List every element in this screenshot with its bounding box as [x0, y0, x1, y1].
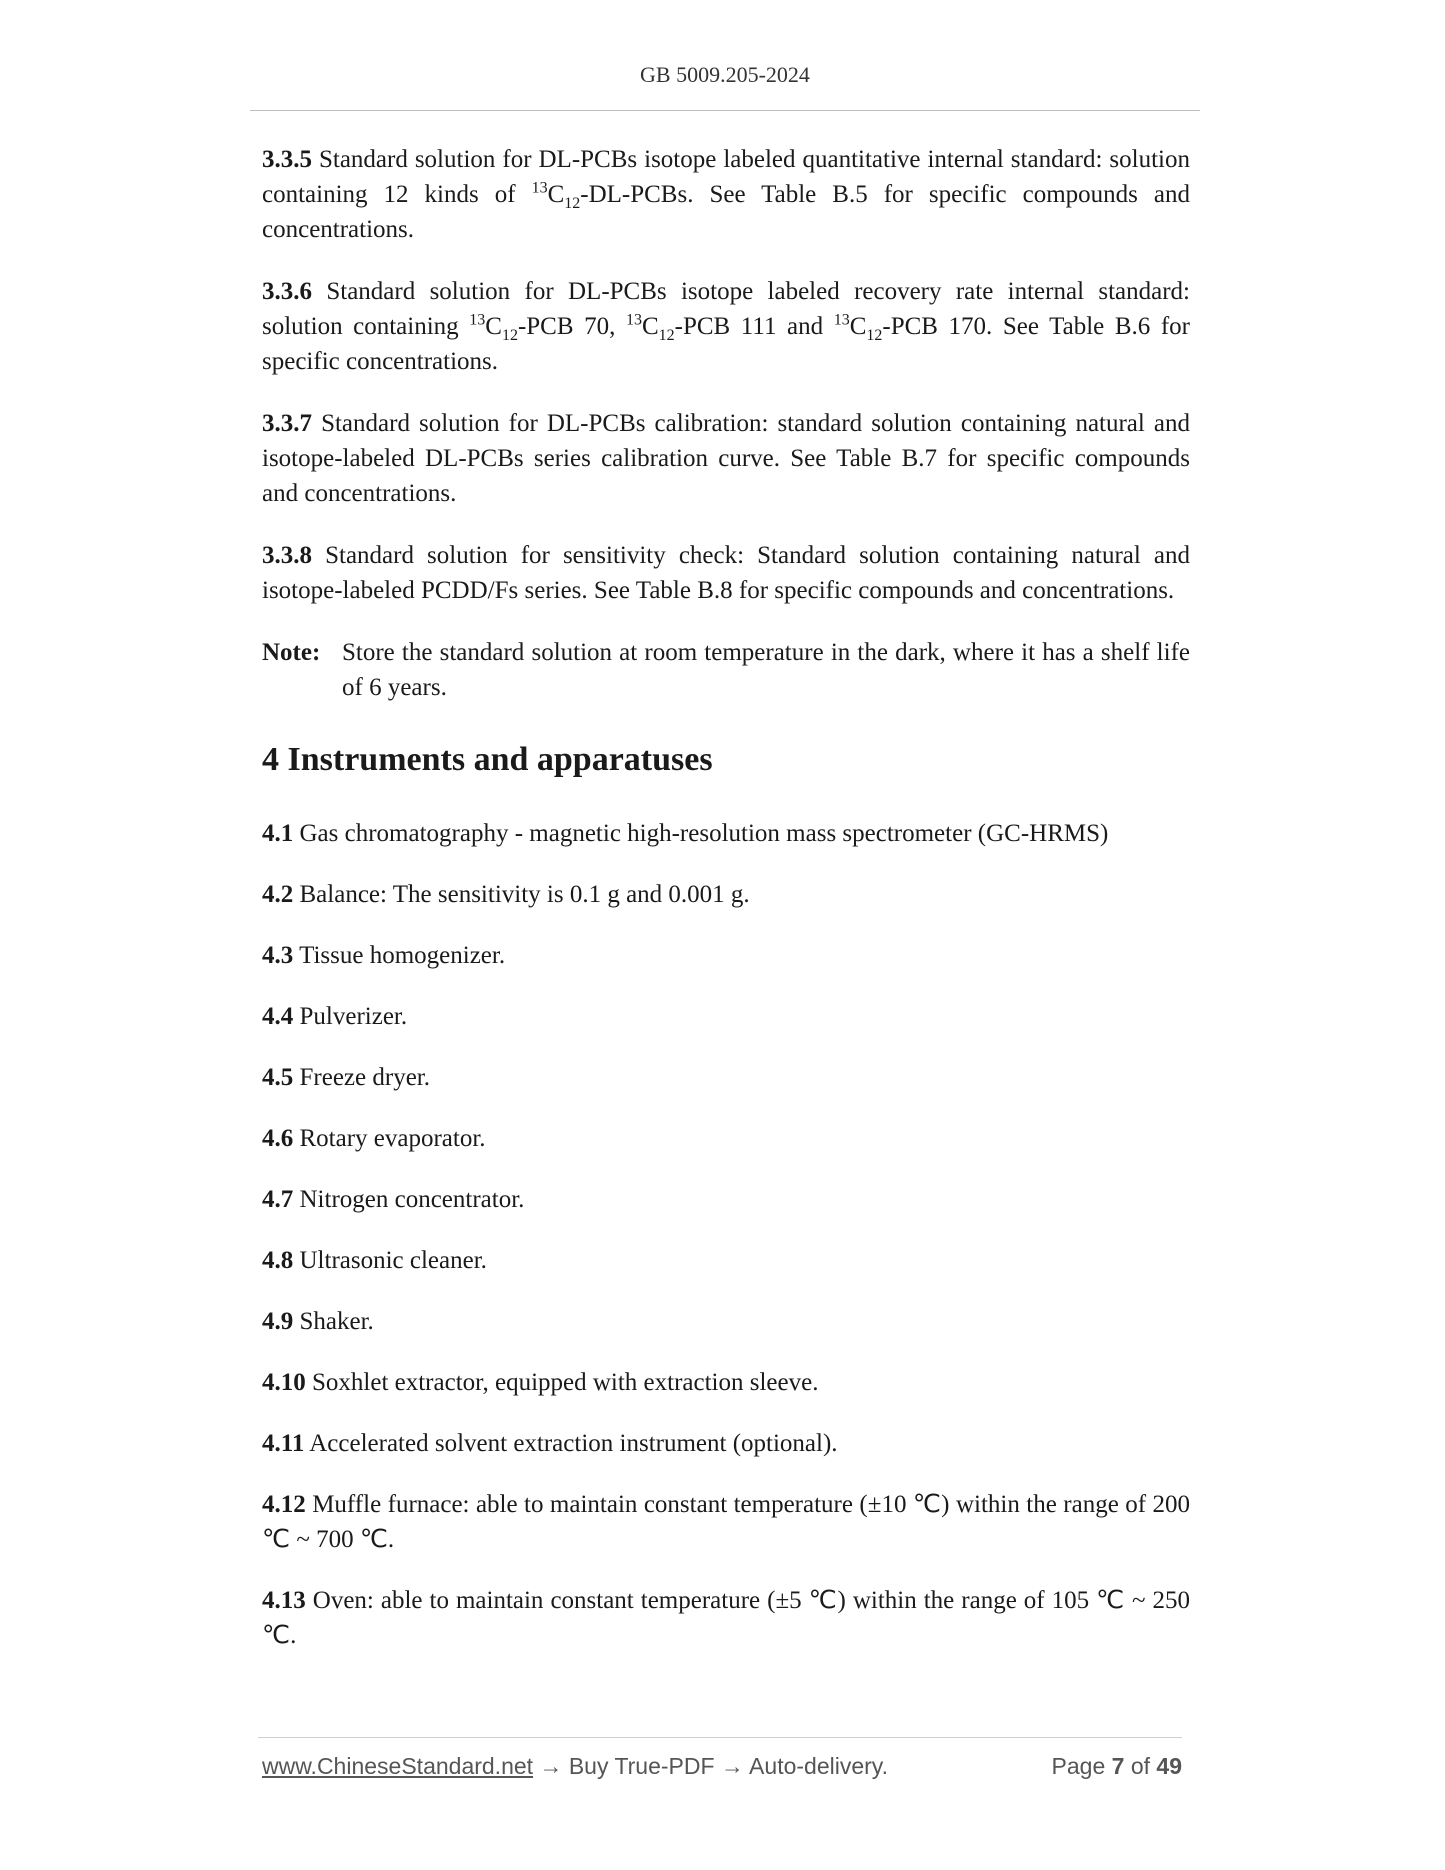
clause-text: -PCB 111 and	[674, 313, 834, 340]
list-item-4-5	[262, 1060, 1190, 1095]
clause-text: -PCB 70,	[517, 313, 626, 340]
page-label: Page	[1051, 1753, 1106, 1779]
page-total: 49	[1156, 1753, 1182, 1779]
item-text: Rotary evaporator.	[299, 1125, 486, 1152]
list-item-4-10	[262, 1365, 1190, 1400]
isotope-mass-superscript: 13	[469, 311, 486, 329]
clause-number: 3.3.7	[262, 410, 312, 437]
isotope-mass-superscript: 13	[531, 179, 548, 197]
list-item-4-1	[262, 816, 1190, 851]
item-number: 4.10	[262, 1369, 306, 1396]
list-item-4-11	[262, 1426, 1190, 1461]
item-number: 4.8	[262, 1247, 294, 1274]
page-current: 7	[1111, 1753, 1125, 1779]
clause-3-3-6	[262, 274, 1190, 379]
list-item-4-9	[262, 1304, 1190, 1339]
item-number: 4.4	[262, 1003, 294, 1030]
document-header: GB 5009.205-2024	[640, 62, 810, 87]
item-number: 4.3	[262, 942, 294, 969]
item-number: 4.11	[262, 1430, 305, 1457]
item-number: 4.2	[262, 881, 294, 908]
isotope-mass-superscript: 13	[833, 311, 850, 329]
item-number: 4.9	[262, 1308, 294, 1335]
header-divider	[250, 110, 1200, 111]
item-text: Oven: able to maintain constant temperature (±5 ℃) within the range of 105 ℃ ~ 250 ℃.	[262, 1587, 1191, 1649]
clause-number: 3.3.6	[262, 278, 312, 305]
item-text: Accelerated solvent extraction instrument (optional).	[309, 1430, 838, 1457]
item-number: 4.1	[262, 820, 294, 847]
item-text: Balance: The sensitivity is 0.1 g and 0.001 g.	[299, 881, 750, 908]
footer-promo	[262, 1753, 888, 1780]
clause-text: -PCB 170. See Table B.6 for specific concentrations.	[262, 313, 1190, 375]
atom-count-subscript: 12	[658, 327, 675, 344]
item-number: 4.5	[262, 1064, 294, 1091]
clause-text: Standard solution for DL-PCBs calibration: standard solution containing natural and isotope-labeled DL-PCBs series calibration curve. See Table B.7 for specific compounds and concentrations.	[262, 410, 1191, 507]
item-number: 4.13	[262, 1587, 306, 1614]
element-symbol: C	[547, 181, 565, 208]
clause-number: 3.3.5	[262, 146, 312, 173]
list-item-4-8	[262, 1243, 1190, 1278]
item-text: Soxhlet extractor, equipped with extraction sleeve.	[312, 1369, 819, 1396]
item-text: Pulverizer.	[299, 1003, 408, 1030]
item-text: Gas chromatography - magnetic high-resolution mass spectrometer (GC-HRMS)	[299, 820, 1109, 847]
list-item-4-3	[262, 938, 1190, 973]
clause-text: -DL-PCBs. See Table B.5 for specific compounds and concentrations.	[262, 181, 1190, 243]
page-indicator	[1052, 1753, 1182, 1780]
note-text: Store the standard solution at room temperature in the dark, where it has a shelf life of 6 years.	[342, 639, 1190, 701]
isotope-mass-superscript: 13	[625, 311, 642, 329]
clause-text: Standard solution for DL-PCBs isotope labeled quantitative internal standard: solution containing 12 kinds of	[262, 146, 1190, 208]
clause-text: Standard solution for sensitivity check: Standard solution containing natural and isotope-labeled PCDD/Fs series. See Table B.8 for specific compounds and concentrations.	[262, 542, 1190, 604]
website-link[interactable]: www.ChineseStandard.net	[262, 1753, 534, 1779]
list-item-4-4	[262, 999, 1190, 1034]
page-content	[262, 142, 1190, 1679]
clause-3-3-8	[262, 538, 1190, 608]
item-text: Tissue homogenizer.	[299, 942, 506, 969]
item-text: Nitrogen concentrator.	[299, 1186, 525, 1213]
atom-count-subscript: 12	[564, 195, 581, 212]
clause-number: 3.3.8	[262, 542, 312, 569]
item-text: Muffle furnace: able to maintain constant temperature (±10 ℃) within the range of 200 ℃ ~ 700 ℃.	[262, 1491, 1191, 1553]
item-number: 4.6	[262, 1125, 294, 1152]
list-item-4-6	[262, 1121, 1190, 1156]
list-item-4-12	[262, 1487, 1190, 1557]
item-text: Shaker.	[299, 1308, 374, 1335]
list-item-4-13	[262, 1583, 1190, 1653]
footer-promo-text: → Buy True-PDF → Auto-delivery.	[533, 1753, 888, 1779]
list-item-4-7	[262, 1182, 1190, 1217]
atom-count-subscript: 12	[501, 327, 518, 344]
item-text: Ultrasonic cleaner.	[299, 1247, 487, 1274]
clause-text: Standard solution for DL-PCBs isotope labeled recovery rate internal standard: solution containing	[262, 278, 1191, 340]
item-number: 4.12	[262, 1491, 306, 1518]
storage-note	[262, 635, 1190, 705]
element-symbol: C	[485, 313, 502, 340]
element-symbol: C	[641, 313, 659, 340]
item-text: Freeze dryer.	[299, 1064, 430, 1091]
page-footer	[262, 1753, 1182, 1780]
note-label: Note:	[262, 639, 321, 666]
section-4-title: 4 Instruments and apparatuses	[262, 741, 713, 778]
element-symbol: C	[849, 313, 867, 340]
clause-3-3-7	[262, 406, 1190, 511]
clause-3-3-5	[262, 142, 1190, 247]
atom-count-subscript: 12	[866, 327, 883, 344]
page-of: of	[1130, 1753, 1151, 1779]
list-item-4-2	[262, 877, 1190, 912]
item-number: 4.7	[262, 1186, 294, 1213]
footer-divider	[258, 1737, 1182, 1738]
